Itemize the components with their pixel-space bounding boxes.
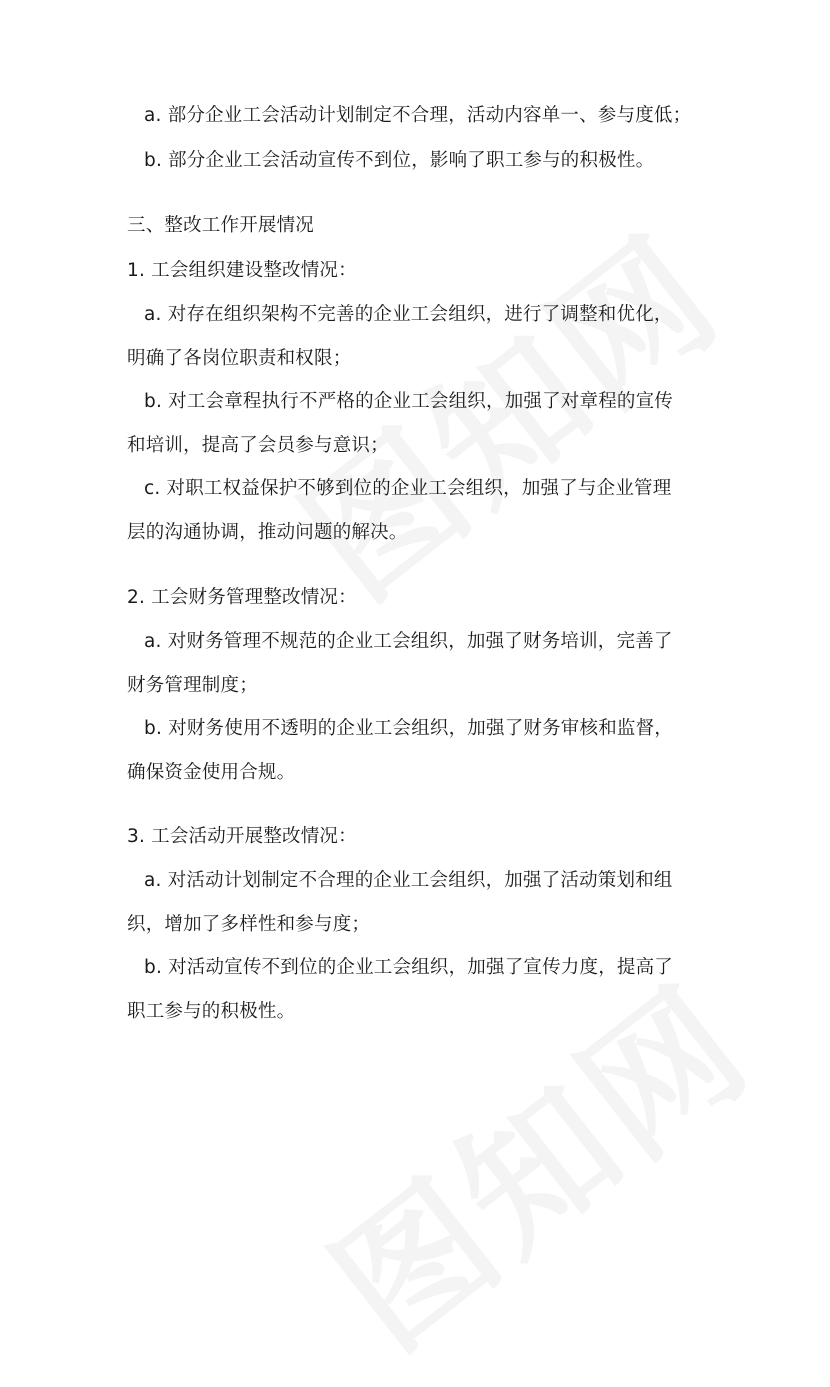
subsection-heading: 1. 工会组织建设整改情况：	[127, 260, 357, 281]
subsection-heading: 3. 工会活动开展整改情况：	[127, 826, 357, 847]
list-item-continuation: 财务管理制度；	[127, 675, 258, 696]
section-heading: 三、整改工作开展情况	[127, 215, 315, 236]
watermark	[283, 929, 785, 1387]
list-item: a. 对存在组织架构不完善的企业工会组织，进行了调整和优化，	[144, 304, 673, 325]
list-item-continuation: 织，增加了多样性和参与度；	[127, 914, 371, 935]
list-item: b. 对工会章程执行不严格的企业工会组织，加强了对章程的宣传	[144, 391, 674, 412]
list-item: b. 部分企业工会活动宣传不到位，影响了职工参与的积极性。	[144, 150, 655, 171]
list-item: b. 对活动宣传不到位的企业工会组织，加强了宣传力度，提高了	[144, 957, 674, 978]
list-item: b. 对财务使用不透明的企业工会组织，加强了财务审核和监督，	[144, 718, 674, 739]
list-item-continuation: 明确了各岗位职责和权限；	[127, 348, 352, 369]
list-item: c. 对职工权益保护不够到位的企业工会组织，加强了与企业管理	[144, 478, 672, 499]
subsection-heading: 2. 工会财务管理整改情况：	[127, 587, 357, 608]
list-item-continuation: 职工参与的积极性。	[127, 1001, 296, 1022]
list-item-continuation: 和培训，提高了会员参与意识；	[127, 435, 389, 456]
list-item-continuation: 确保资金使用合规。	[127, 762, 296, 783]
list-item: a. 对财务管理不规范的企业工会组织，加强了财务培训，完善了	[144, 631, 673, 652]
list-item-continuation: 层的沟通协调，推动问题的解决。	[127, 522, 408, 543]
list-item: a. 部分企业工会活动计划制定不合理，活动内容单一、参与度低；	[144, 105, 692, 126]
list-item: a. 对活动计划制定不合理的企业工会组织，加强了活动策划和组	[144, 870, 673, 891]
